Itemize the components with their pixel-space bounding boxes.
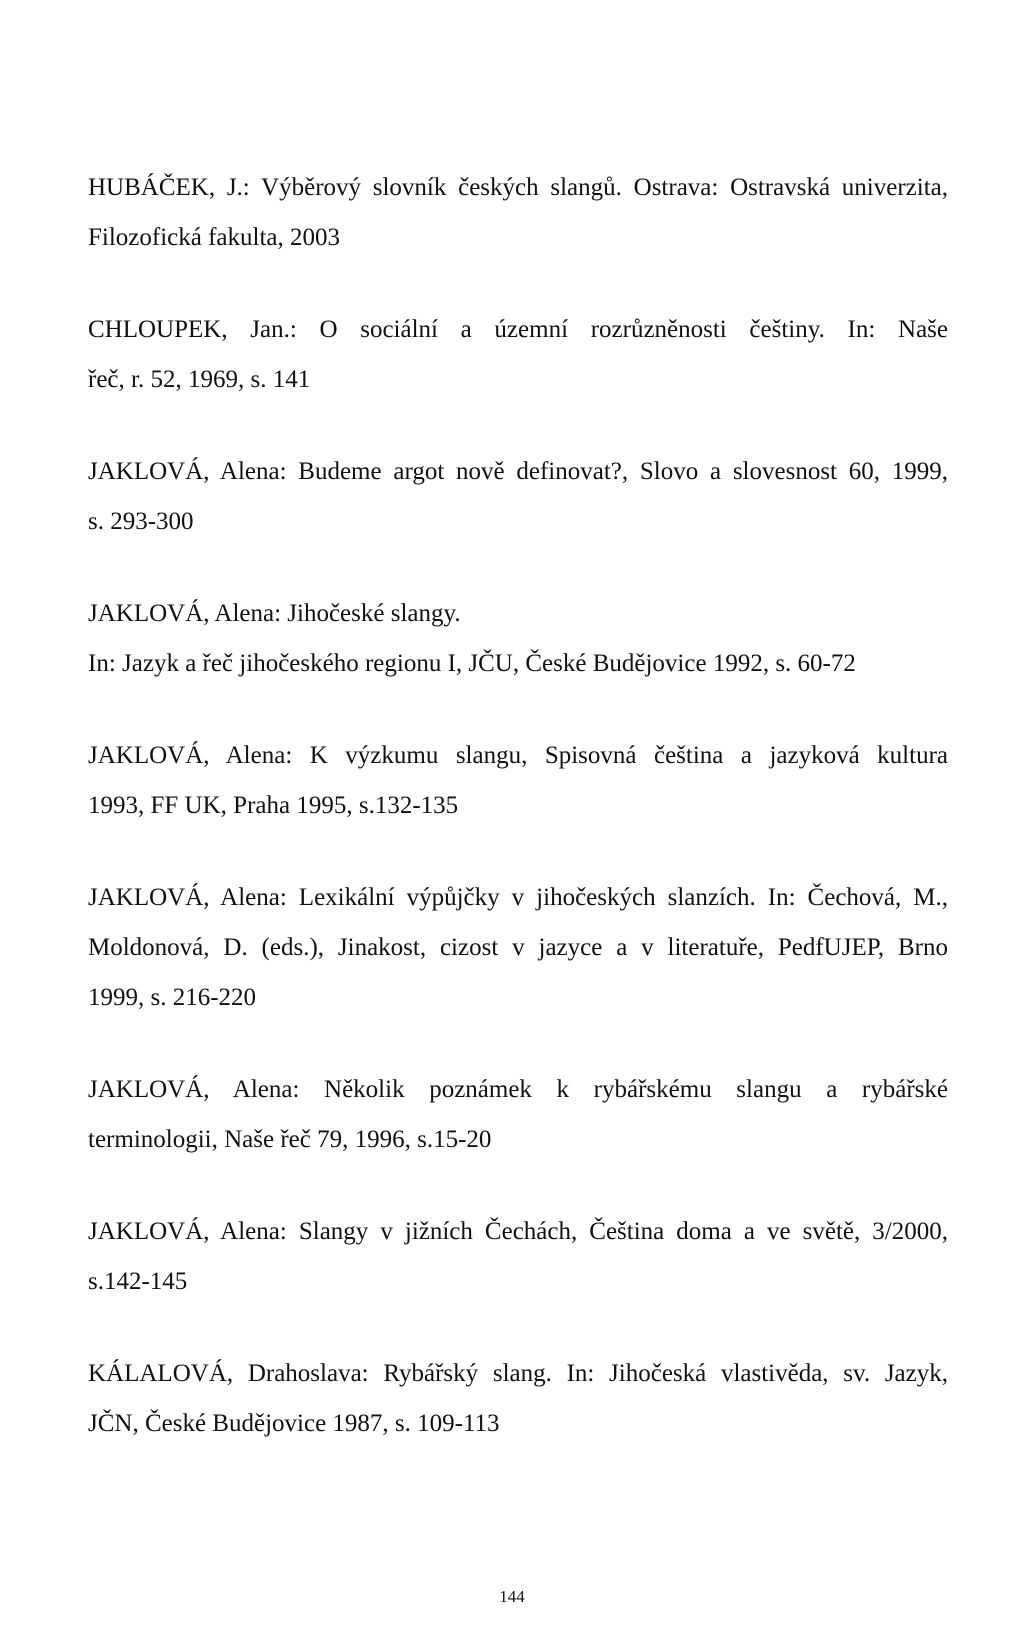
entry-line: JČN, České Budějovice 1987, s. 109-113 [88,1410,500,1437]
entry-line: JAKLOVÁ, Alena: Slangy v jižních Čechách, Čeština doma a ve světě, 3/2000, [88,1218,948,1245]
bibliography-entry [88,447,948,547]
bibliography-entry [88,873,948,1023]
bibliography-entry [88,1065,948,1165]
bibliography-entry [88,305,948,405]
bibliography-entry [88,589,948,689]
entry-line: 1999, s. 216-220 [88,984,257,1011]
entry-line: Filozofická fakulta, 2003 [88,224,341,251]
entry-line: Moldonová, D. (eds.), Jinakost, cizost v jazyce a v literatuře, PedfUJEP, Brno [88,934,948,961]
bibliography-entry [88,731,948,831]
bibliography-entry [88,1207,948,1307]
bibliography-list [88,163,948,1491]
bibliography-entry [88,1349,948,1449]
page-number: 144 [499,1587,525,1606]
entry-line: řeč, r. 52, 1969, s. 141 [88,366,311,393]
entry-line: JAKLOVÁ, Alena: Několik poznámek k rybářskému slangu a rybářské [88,1076,948,1103]
entry-line: JAKLOVÁ, Alena: Budeme argot nově definovat?, Slovo a slovesnost 60, 1999, [88,458,948,485]
entry-line: terminologii, Naše řeč 79, 1996, s.15-20 [88,1126,492,1153]
entry-line: HUBÁČEK, J.: Výběrový slovník českých slangů. Ostrava: Ostravská univerzita, [88,174,948,201]
entry-line: JAKLOVÁ, Alena: K výzkumu slangu, Spisovná čeština a jazyková kultura [88,742,948,769]
entry-line: JAKLOVÁ, Alena: Jihočeské slangy. [88,600,461,627]
entry-line: CHLOUPEK, Jan.: O sociální a územní rozrůzněnosti češtiny. In: Naše [88,316,948,343]
entry-line: s. 293-300 [88,508,194,535]
entry-line: In: Jazyk a řeč jihočeského regionu I, JČU, České Budějovice 1992, s. 60-72 [88,650,856,677]
entry-line: s.142-145 [88,1268,188,1295]
bibliography-entry [88,163,948,263]
entry-line: 1993, FF UK, Praha 1995, s.132-135 [88,792,459,819]
entry-line: JAKLOVÁ, Alena: Lexikální výpůjčky v jihočeských slanzích. In: Čechová, M., [88,884,948,911]
entry-line: KÁLALOVÁ, Drahoslava: Rybářský slang. In: Jihočeská vlastivěda, sv. Jazyk, [88,1360,948,1387]
